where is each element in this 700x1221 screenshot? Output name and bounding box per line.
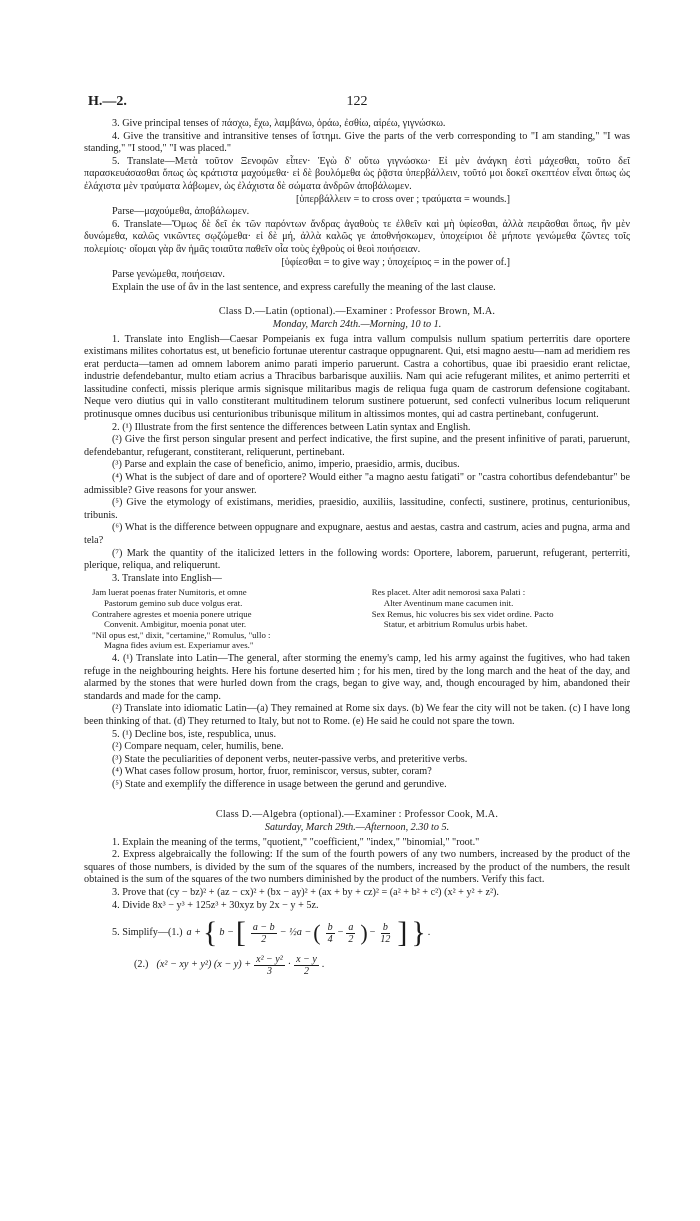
- latin-question-5-5: (⁵) State and exemplify the difference in usage between the gerund and gerundive.: [112, 778, 447, 790]
- q5-term-b: b −: [219, 926, 234, 938]
- latin-question-2-3: (³) Parse and explain the case of beneficio, animo, imperio, praesidio, armis, ducibus.: [112, 459, 460, 471]
- verse-left-column: [92, 587, 350, 651]
- fraction: [294, 954, 319, 977]
- verse-line: Statur, et arbitrium Romulus urbis habet.: [383, 619, 528, 630]
- latin-question-5-3: (³) State the peculiarities of deponent verbs, neuter-passive verbs, and preteritive verbs.: [112, 753, 468, 765]
- numerator: b: [382, 921, 388, 933]
- minus-sign: −: [369, 926, 376, 938]
- latin-question-5-2: (²) Compare nequam, celer, humilis, bene.: [112, 741, 284, 753]
- greek-question-6-parse: Parse γενώμεθα, ποιήσειαν.: [112, 269, 225, 281]
- denominator: 2: [261, 933, 267, 945]
- latin-question-5-1: 5. (¹) Decline bos, iste, respublica, unus.: [112, 728, 277, 740]
- numerator: x² − y²: [256, 953, 283, 965]
- greek-questions: [84, 118, 630, 294]
- numerator: a − b: [252, 921, 275, 933]
- page-number: 122: [346, 94, 368, 109]
- latin-question-2-5: (⁵) Give the etymology of existimans, meridies, praesidio, auxiliis, lassitudine, confecti, sustinere, protinus, centurionibus, tribunis.: [84, 497, 630, 521]
- q5-part-2-term-a: (x² − xy + y²) (x − y) +: [156, 958, 252, 970]
- denominator: 12: [380, 933, 391, 945]
- algebra-section: [84, 809, 630, 980]
- verse-line: Sex Remus, hic volucres bis sex videt ordine. Pacto: [371, 608, 554, 619]
- close-bracket: ]: [397, 916, 408, 950]
- latin-question-3: 3. Translate into English—: [112, 572, 222, 584]
- greek-question-5-parse: Parse—μαχούμεθα, ἀποβάλωμεν.: [112, 206, 250, 218]
- times-dot: ·: [287, 958, 292, 970]
- numerator: a: [348, 921, 354, 933]
- latin-question-2-7: (⁷) Mark the quantity of the italicized letters in the following words: Oportere, laborem, paruerunt, refugerant, perterriti, plerique, reliqua, and reliquerunt.: [84, 547, 630, 572]
- greek-question-5: 5. Translate—Μετὰ τοῦτον Ξενοφῶν εἶπεν· Ἐγὼ δ' οὕτω γιγνώσκω· Εἰ μὲν ἀνάγκη ἐστὶ μάχεσθαι, τοῦτο δεῖ παρασκευάσασθαι ὅπως ὡς κράτιστα μαχούμεθα· εἰ δὲ βουλόμεθα ὡς ῥᾷστα ὑπερβάλλειν, τοῦτό μοι δοκεῖ σκεπτέον εἶναι ὅπως ὡς ἐλάχιστα μὲν τραύματα λάβωμεν, ὡς ἐλάχιστα δὲ σώματα ἀνδρῶν ἀποβάλωμεν.: [84, 155, 630, 192]
- minus-sign: −: [337, 926, 344, 938]
- verse-line: Res placet. Alter adit nemorosi saxa Palati :: [371, 587, 526, 598]
- latin-question-5-4: (⁴) What cases follow prosum, hortor, fruor, reminiscor, versus, subter, coram?: [112, 766, 432, 778]
- greek-question-5-note: [ὑπερβάλλειν = to cross over ; τραύματα = wounds.]: [295, 193, 510, 205]
- fraction: [326, 922, 335, 945]
- open-brace: {: [202, 916, 218, 950]
- numerator: b: [327, 921, 333, 933]
- verse-line: Jam luerat poenas frater Numitoris, et omne: [92, 587, 247, 598]
- latin-question-2-6: (⁶) What is the difference between oppugnare and expugnare, aestus and aestas, castra and castrum, acies and pugna, arma and tela?: [84, 522, 630, 546]
- latin-heading: Class D.—Latin (optional).—Examiner : Professor Brown, M.A.: [218, 306, 496, 318]
- algebra-question-5-part-2: [84, 950, 630, 980]
- open-paren: (: [313, 920, 321, 946]
- denominator: 2: [303, 965, 309, 977]
- verse-right-column: [372, 587, 630, 651]
- latin-question-2-4: (⁴) What is the subject of dare and of oportere? Would either "a magno aestu fatigati" or "castra cohortibus defendebantur" be admissible? Give reasons for your answer.: [84, 472, 630, 496]
- algebra-date: Saturday, March 29th.—Afternoon, 2.30 to 5.: [264, 822, 450, 834]
- fraction: [378, 922, 392, 945]
- latin-question-4-1: 4. (¹) Translate into Latin—The general, after storming the enemy's camp, led his army against the fugitives, who had taken refuge in the neighbouring heights. Here his fortune deserted him ; for his men, tired by the long march and the heat of the day, and alarmed by the stones that were hurled down from the crags, began to give way, and, though encouraged by him, abandoned their standards and made for the camp.: [84, 652, 630, 702]
- greek-question-6-explain: Explain the use of ἂν in the last sentence, and express carefully the meaning of the last clause.: [112, 281, 496, 293]
- latin-section: [84, 306, 630, 791]
- latin-question-2-1: 2. (¹) Illustrate from the first sentence the differences between Latin syntax and English.: [112, 421, 471, 433]
- greek-question-6-note: [ὑφίεσθαι = to give way ; ὑποχείριος = in the power of.]: [281, 256, 510, 268]
- q5-term-a: a +: [186, 926, 201, 938]
- verse-line: Magna fides avium est. Experiamur aves.": [104, 640, 254, 651]
- greek-question-3: 3. Give principal tenses of πάσχω, ἔχω, λαμβάνω, ὁράω, ἐσθίω, αἱρέω, γιγνώσκω.: [112, 118, 446, 129]
- section-code: H.—2.: [88, 94, 127, 109]
- verse-line: Alter Aventinum mane cacumen init.: [383, 597, 514, 608]
- latin-verse: [92, 587, 630, 651]
- verse-line: Pastorum gemino sub duce volgus erat.: [104, 597, 243, 608]
- verse-line: "Nil opus est," dixit, "certamine," Romulus, "ullo :: [92, 629, 271, 640]
- latin-question-2-2: (²) Give the first person singular present and perfect indicative, the first supine, and the present infinitive of parati, paruerunt, defendebantur, refugerant, constiterant, reliquerunt, pertinebant.: [84, 434, 630, 458]
- denominator: 4: [327, 933, 333, 945]
- period: .: [321, 958, 325, 970]
- period: .: [427, 926, 431, 938]
- verse-line: Convenit. Ambigitur, moenia ponat uter.: [104, 619, 247, 630]
- algebra-heading: Class D.—Algebra (optional).—Examiner : Professor Cook, M.A.: [215, 809, 499, 821]
- algebra-question-5-part-1: [84, 916, 630, 950]
- denominator: 2: [348, 933, 354, 945]
- q5-part-2-label: (2.): [134, 958, 149, 970]
- algebra-question-3: 3. Prove that (cy − bz)² + (az − cx)² + (bx − ay)² + (ax + by + cz)² = (a² + b² + c²) (x² + y² + z²).: [112, 887, 499, 899]
- denominator: 3: [266, 965, 272, 977]
- page-header: [84, 96, 630, 118]
- latin-date: Monday, March 24th.—Morning, 10 to 1.: [272, 318, 442, 330]
- open-bracket: [: [235, 916, 246, 950]
- q5-label: 5. Simplify—(1.): [112, 926, 183, 938]
- algebra-question-4: 4. Divide 8x³ − y³ + 125z³ + 30xyz by 2x − y + 5z.: [112, 899, 319, 911]
- greek-question-6: 6. Translate—Ὅμως δὲ δεῖ ἐκ τῶν παρόντων ἄνδρας ἀγαθοὺς τε ἐλθεῖν καὶ μὴ ὑφίεσθαι, ἀλλὰ πειρᾶσθαι ὅπως, ἢν μὲν δυνώμεθα, καλῶς νικῶντες σῳζώμεθα· εἰ δὲ μή, ἀλλὰ καλῶς γε ἀποθνήσκωμεν, ὑποχείριοι δὲ μήποτε γενώμεθα ζῶντες τοῖς πολεμίοις· οἴομαι γὰρ ἂν ἡμᾶς τοιαῦτα παθεῖν οἷα τοὺς ἐχθροὺς οἱ θεοὶ ποιήσειαν.: [84, 218, 630, 255]
- close-paren: ): [360, 920, 368, 946]
- algebra-question-1: 1. Explain the meaning of the terms, "quotient," "coefficient," "index," "binomial," "root.": [112, 836, 480, 848]
- numerator: x − y: [296, 953, 317, 965]
- close-brace: }: [411, 916, 426, 950]
- latin-question-1: 1. Translate into English—Caesar Pompeianis ex fuga intra vallum compulsis nullum spatium perterritis dare oportere existimans milites cohortatus est, ut beneficio fortunae uterentur castraque oppugnarent. Qui, etsi magno aestu—nam ad meridiem res erat perducta—tamen ad omnem laborem animo parati imperio paruerunt. Castra a cohortibus, quae ibi praesidio erant relictae, industrie defendebantur, multo etiam acrius a Thracibus barbarisque auxiliis. Nam qui acie refugerant milites, et animo perterriti et lassitudine confecti, missis plerique armis signisque militaribus magis de reliqua fuga quam de castrorum defensione cogitabant. Neque vero diutius qui in vallo constiterant multitudinem telorum sustinere potuerunt, sed confecti vulneribus locum reliquerunt protinusque omnes ducibus usi centurionibus tribunisque militum in altissimos montes, qui ad castra pertinebant, confugerunt.: [84, 333, 630, 421]
- verse-line: Contrahere agrestes et moenia ponere utrique: [92, 608, 252, 619]
- latin-question-4-2: (²) Translate into idiomatic Latin—(a) They remained at Rome six days. (b) We fear the city will not be taken. (c) I have long been thinking of that. (d) They returned to Italy, but not to Rome. (e) He said he could not spare the town.: [84, 703, 630, 727]
- algebra-question-2: 2. Express algebraically the following: If the sum of the fourth powers of any two numbers, increased by the product of the squares of those numbers, is divided by the sum of the squares of the numbers, increased by the product of the numbers, the result obtained is the sum of the squares of the two numbers diminished by the product of the numbers. Verify this fact.: [84, 849, 630, 886]
- fraction: [251, 922, 277, 945]
- q5-term-d: − ½a −: [279, 926, 312, 938]
- fraction: [346, 922, 355, 945]
- fraction: [254, 954, 285, 977]
- greek-question-4: 4. Give the transitive and intransitive tenses of ἵστημι. Give the parts of the verb corresponding to "I am standing," "I was standing," "I stood," "I was placed.": [84, 130, 630, 155]
